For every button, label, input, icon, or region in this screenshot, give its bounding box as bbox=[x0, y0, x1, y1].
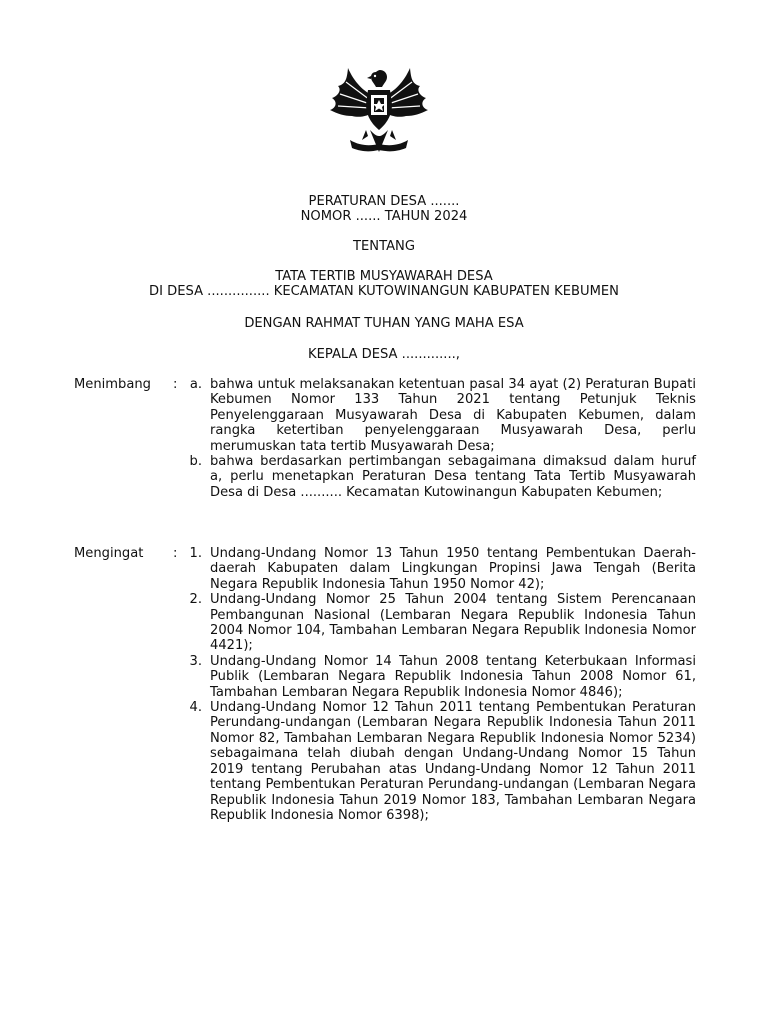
mengingat-item-2 bbox=[74, 592, 696, 654]
subject-line-2: DI DESA ............... KECAMATAN KUTOWINANGUN KABUPATEN KEBUMEN bbox=[149, 284, 619, 299]
item-text: Undang-Undang Nomor 13 Tahun 1950 tentang Pembentukan Daerah-daerah Kabupaten dalam Lingkungan Propinsi Jawa Tengah (Berita Negara Republik Indonesia Tahun 1950 Nomor 42); bbox=[210, 546, 696, 592]
head-of-village-line: KEPALA DESA ............., bbox=[308, 347, 460, 362]
mengingat-label: Mengingat bbox=[74, 546, 144, 561]
regulation-title: PERATURAN DESA ....... bbox=[308, 194, 460, 209]
item-text: Undang-Undang Nomor 12 Tahun 2011 tentang Pembentukan Peraturan Perundang-undangan (Lembaran Negara Republik Indonesia Tahun 2011 Nomor 82, Tambahan Lembaran Negara Republik Indonesia Nomor 5234) sebagaimana telah diubah dengan Undang-Undang Nomor 15 Tahun 2019 tentang Perubahan atas Undang-Undang Nomor 12 Tahun 2011 tentang Pembentukan Peraturan Perundang-undangan (Lembaran Negara Republik Indonesia Tahun 2019 Nomor 183, Tambahan Lembaran Negara Republik Indonesia Nomor 6398); bbox=[210, 700, 696, 823]
item-text: Undang-Undang Nomor 14 Tahun 2008 tentang Keterbukaan Informasi Publik (Lembaran Negara Republik Indonesia Tahun 2008 Nomor 61, Tambahan Lembaran Negara Republik Indonesia Nomor 4846); bbox=[210, 653, 696, 700]
item-marker: 1. bbox=[189, 546, 202, 561]
mengingat-item-4 bbox=[74, 700, 696, 823]
menimbang-colon: : bbox=[173, 377, 178, 392]
garuda-pancasila-emblem-icon bbox=[324, 60, 434, 160]
blessing-line: DENGAN RAHMAT TUHAN YANG MAHA ESA bbox=[244, 316, 524, 331]
item-marker: 4. bbox=[189, 700, 202, 716]
menimbang-item-b bbox=[74, 454, 696, 500]
mengingat-section bbox=[74, 546, 696, 823]
item-marker: b. bbox=[189, 454, 202, 470]
item-marker: 3. bbox=[189, 653, 202, 669]
item-text: Undang-Undang Nomor 25 Tahun 2004 tentang Sistem Perencanaan Pembangunan Nasional (Lembaran Negara Republik Indonesia Tahun 2004 Nomor 104, Tambahan Lembaran Negara Republik Indonesia Nomor 4421); bbox=[210, 592, 696, 654]
item-marker: 2. bbox=[189, 592, 202, 608]
subject-line-1: TATA TERTIB MUSYAWARAH DESA bbox=[275, 269, 493, 284]
menimbang-label: Menimbang bbox=[74, 377, 151, 392]
mengingat-item-1 bbox=[74, 546, 696, 592]
mengingat-colon: : bbox=[173, 546, 178, 561]
item-text: bahwa berdasarkan pertimbangan sebagaimana dimaksud dalam huruf a, perlu menetapkan Peraturan Desa tentang Tata Tertib Musyawarah Desa di Desa .......... Kecamatan Kutowinangun Kabupaten Kebumen; bbox=[210, 454, 696, 500]
about-label: TENTANG bbox=[353, 239, 415, 254]
item-marker: a. bbox=[189, 377, 202, 392]
menimbang-section bbox=[74, 377, 696, 500]
mengingat-item-3 bbox=[74, 654, 696, 700]
item-text: bahwa untuk melaksanakan ketentuan pasal 34 ayat (2) Peraturan Bupati Kebumen Nomor 133 Tahun 2021 tentang Petunjuk Teknis Penyelenggaraan Musyawarah Desa di Kabupaten Kebumen, dalam rangka ketertiban penyelenggaraan Musyawarah Desa, perlu merumuskan tata tertib Musyawarah Desa; bbox=[210, 377, 696, 454]
menimbang-item-a bbox=[74, 377, 696, 454]
regulation-number: NOMOR ...... TAHUN 2024 bbox=[300, 209, 468, 224]
